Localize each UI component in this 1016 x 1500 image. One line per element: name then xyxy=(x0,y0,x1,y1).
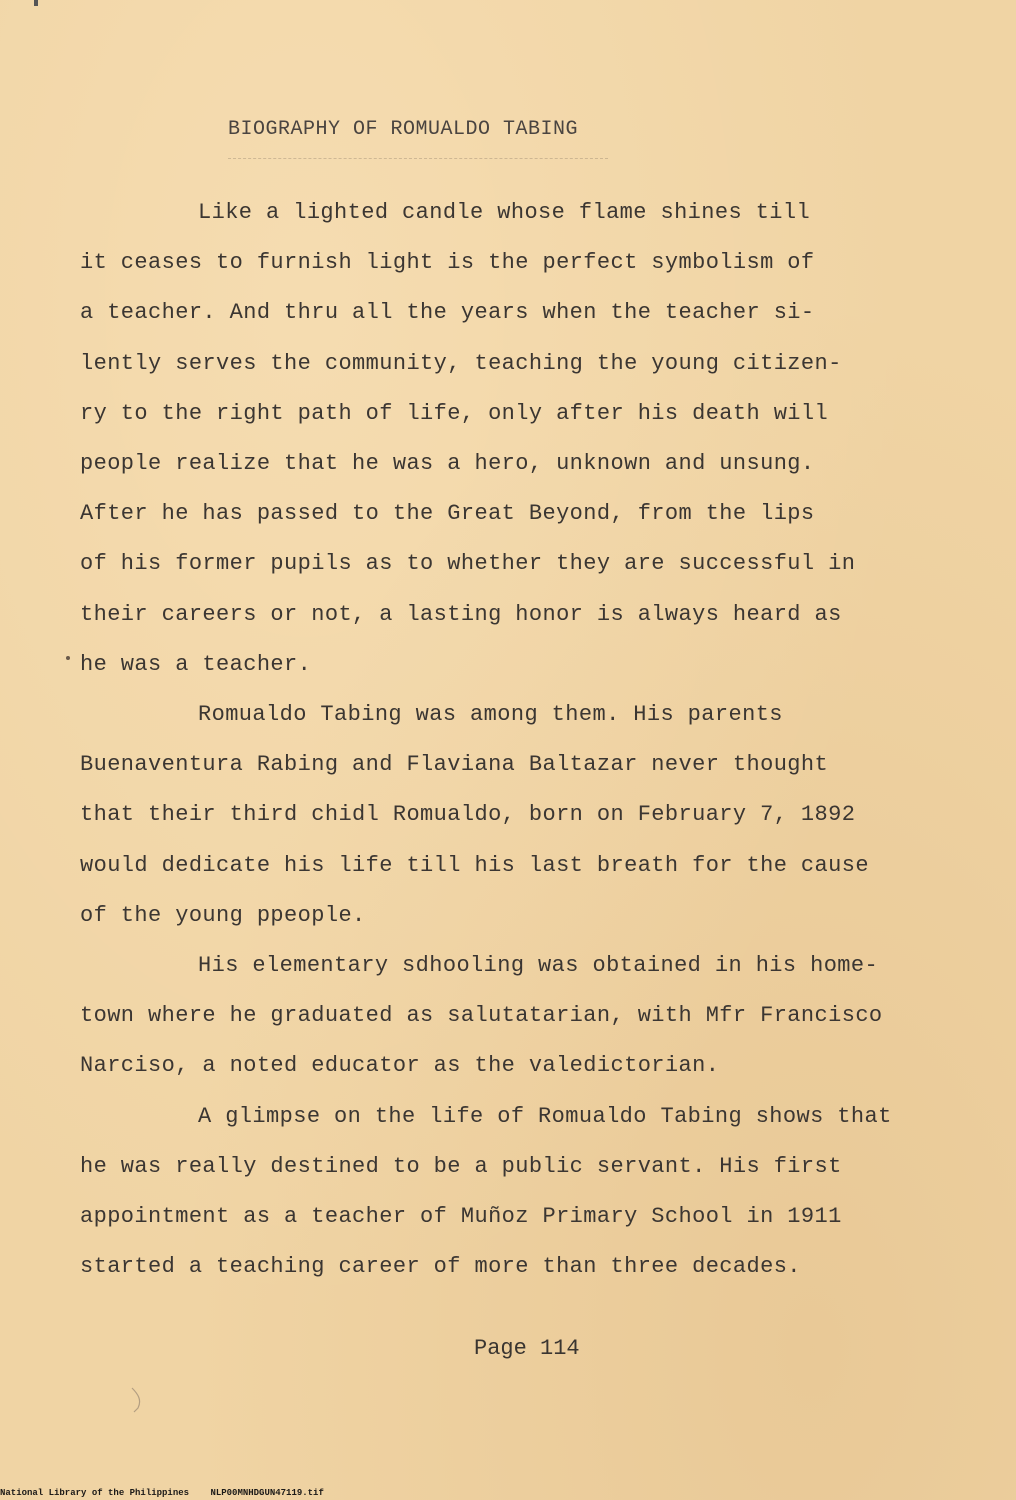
text-line: of the young ppeople. xyxy=(80,902,366,928)
text-line: His elementary sdhooling was obtained in his home- xyxy=(198,953,879,979)
page-number: Page 114 xyxy=(474,1336,580,1361)
text-line: started a teaching career of more than three decades. xyxy=(80,1254,801,1280)
pencil-mark xyxy=(128,1386,148,1414)
text-line: people realize that he was a hero, unknown and unsung. xyxy=(80,451,815,477)
library-label: National Library of the Philippines xyxy=(0,1488,190,1498)
document-body xyxy=(80,188,950,1292)
document-title: BIOGRAPHY OF ROMUALDO TABING xyxy=(228,118,579,141)
title-rule xyxy=(228,158,608,159)
text-line: Like a lighted candle whose flame shines till xyxy=(198,200,811,225)
text-line: lently serves the community, teaching the young citizen- xyxy=(80,350,842,376)
text-line: a teacher. And thru all the years when the teacher si- xyxy=(80,300,815,326)
text-line: After he has passed to the Great Beyond, from the lips xyxy=(80,501,815,527)
text-line: he was a teacher. xyxy=(80,651,312,677)
text-line: town where he graduated as salutatarian, with Mfr Francisco xyxy=(80,1003,883,1029)
text-line: appointment as a teacher of Muñoz Primary School in 1911 xyxy=(80,1204,842,1230)
file-name: NLP00MNHDGUN47119.tif xyxy=(210,1488,324,1498)
scan-footer xyxy=(0,1488,340,1498)
text-line: that their third chidl Romualdo, born on February 7, 1892 xyxy=(80,802,856,828)
text-line: would dedicate his life till his last breath for the cause xyxy=(80,852,869,878)
text-line: their careers or not, a lasting honor is always heard as xyxy=(80,601,842,627)
text-line: it ceases to furnish light is the perfect symbolism of xyxy=(80,250,815,276)
text-line: A glimpse on the life of Romualdo Tabing shows that xyxy=(198,1103,892,1129)
text-line: Romualdo Tabing was among them. His parents xyxy=(198,702,783,728)
corner-mark xyxy=(34,0,38,6)
text-line: Narciso, a noted educator as the valedictorian. xyxy=(80,1053,720,1079)
text-line: he was really destined to be a public servant. His first xyxy=(80,1153,842,1179)
text-line: Buenaventura Rabing and Flaviana Baltazar never thought xyxy=(80,752,829,778)
text-line: of his former pupils as to whether they are successful in xyxy=(80,551,856,577)
margin-dot xyxy=(66,656,70,660)
text-line: ry to the right path of life, only after his death will xyxy=(80,400,829,426)
